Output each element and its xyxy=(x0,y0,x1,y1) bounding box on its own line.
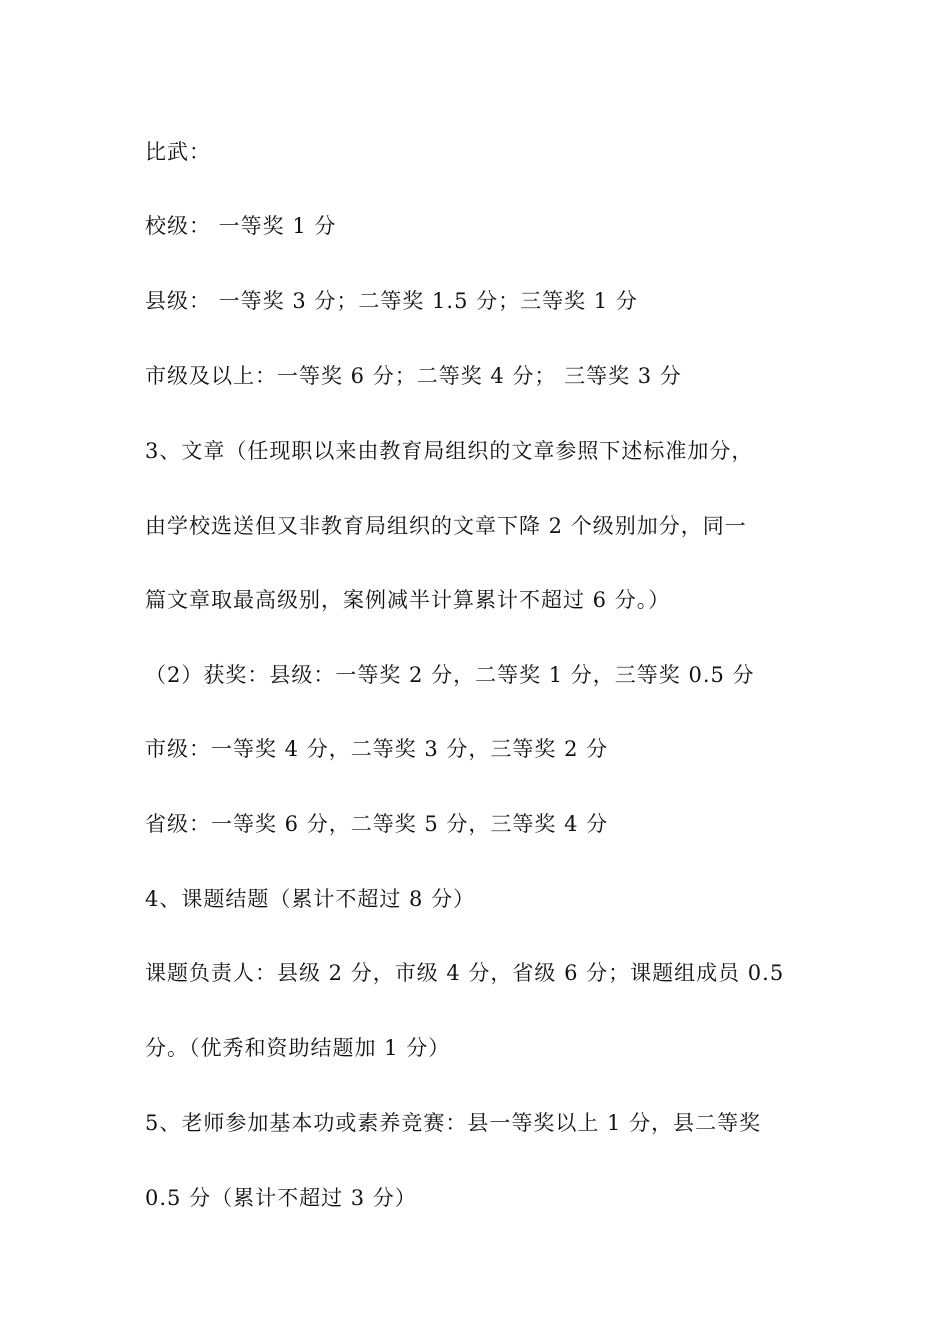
text-line-section-3-end: 篇文章取最高级别，案例减半计算累计不超过 6 分。） xyxy=(145,588,671,612)
text-line-award-city: 市级：一等奖 4 分，二等奖 3 分，三等奖 2 分 xyxy=(145,737,609,761)
text-line-county-level: 县级： 一等奖 3 分；二等奖 1.5 分；三等奖 1 分 xyxy=(145,289,638,313)
text-line-section-3-continued: 由学校选送但又非教育局组织的文章下降 2 个级别加分，同一 xyxy=(145,514,747,538)
text-line-award-county: （2）获奖：县级：一等奖 2 分，二等奖 1 分，三等奖 0.5 分 xyxy=(145,663,755,687)
text-line-bishi-heading: 比武： xyxy=(145,140,211,164)
text-line-competition-limit: 0.5 分（累计不超过 3 分） xyxy=(145,1186,417,1210)
text-line-award-province: 省级：一等奖 6 分，二等奖 5 分，三等奖 4 分 xyxy=(145,812,609,836)
text-line-city-level: 市级及以上：一等奖 6 分；二等奖 4 分； 三等奖 3 分 xyxy=(145,364,682,388)
text-line-section-4-topic: 4、课题结题（累计不超过 8 分） xyxy=(145,887,476,911)
text-line-topic-leader: 课题负责人：县级 2 分，市级 4 分，省级 6 分；课题组成员 0.5 xyxy=(145,961,785,985)
text-line-section-3-article: 3、文章（任现职以来由教育局组织的文章参照下述标准加分， xyxy=(145,439,754,463)
text-line-topic-bonus: 分。（优秀和资助结题加 1 分） xyxy=(145,1036,451,1060)
text-line-section-5-competition: 5、老师参加基本功或素养竞赛：县一等奖以上 1 分，县二等奖 xyxy=(145,1111,762,1135)
text-line-school-level: 校级： 一等奖 1 分 xyxy=(145,214,337,238)
